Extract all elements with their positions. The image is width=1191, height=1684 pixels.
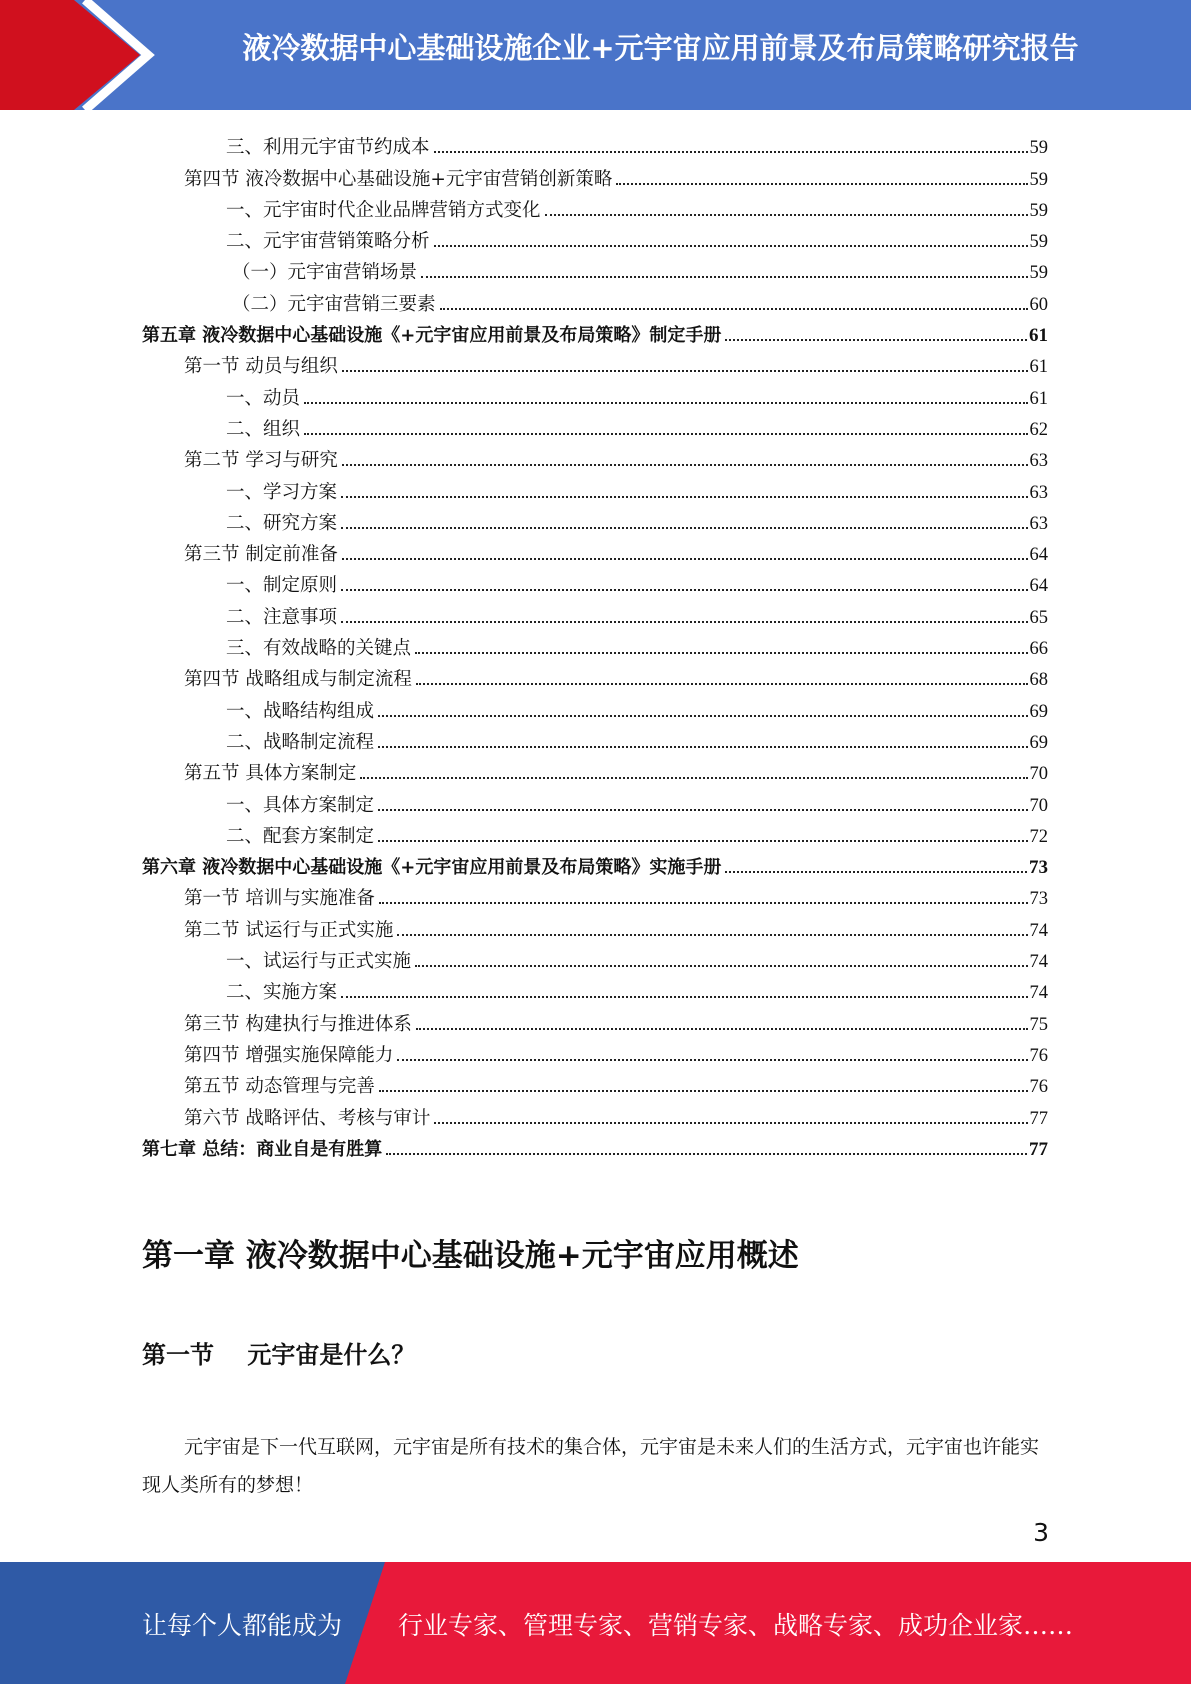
- toc-entry-page: 75: [1029, 1014, 1048, 1035]
- toc-entry-title: 二、组织: [226, 418, 301, 440]
- toc-entry[interactable]: [142, 660, 1048, 691]
- toc-entry-page: 69: [1029, 732, 1048, 753]
- toc-entry-page: 62: [1029, 419, 1048, 440]
- toc-entry[interactable]: [142, 629, 1048, 660]
- toc-entry-title: 第四节 液冷数据中心基础设施+元宇宙营销创新策略: [184, 168, 613, 190]
- toc-entry[interactable]: [142, 347, 1048, 378]
- toc-dot-leader: [304, 402, 1027, 404]
- toc-entry[interactable]: [142, 566, 1048, 597]
- toc-entry-page: 59: [1029, 200, 1048, 221]
- toc-entry[interactable]: [142, 128, 1048, 159]
- toc-entry-page: 74: [1029, 952, 1048, 973]
- toc-entry[interactable]: [142, 159, 1048, 190]
- toc-dot-leader: [378, 809, 1027, 811]
- toc-dot-leader: [416, 1028, 1028, 1030]
- toc-entry-page: 59: [1029, 138, 1048, 159]
- toc-entry-page: 64: [1029, 576, 1048, 597]
- toc-entry-page: 70: [1029, 795, 1048, 816]
- toc-entry[interactable]: [142, 1067, 1048, 1098]
- toc-entry[interactable]: [142, 410, 1048, 441]
- toc-dot-leader: [342, 370, 1028, 372]
- toc-entry[interactable]: [142, 691, 1048, 722]
- toc-entry-title: 第六章 液冷数据中心基础设施《+元宇宙应用前景及布局策略》实施手册: [142, 857, 722, 879]
- toc-dot-leader: [378, 715, 1027, 717]
- toc-entry[interactable]: [142, 472, 1048, 503]
- toc-entry-title: （一）元宇宙营销场景: [232, 262, 418, 284]
- toc-entry-title: 二、元宇宙营销策略分析: [226, 231, 430, 253]
- toc-dot-leader: [386, 1153, 1027, 1155]
- toc-dot-leader: [379, 902, 1028, 904]
- toc-entry[interactable]: [142, 848, 1048, 879]
- toc-entry[interactable]: [142, 535, 1048, 566]
- toc-entry-title: 第一节 培训与实施准备: [184, 888, 375, 910]
- toc-dot-leader: [416, 683, 1028, 685]
- toc-dot-leader: [725, 339, 1027, 341]
- toc-entry-page: 59: [1029, 263, 1048, 284]
- toc-entry-title: 第三节 制定前准备: [184, 544, 338, 566]
- toc-dot-leader: [725, 871, 1027, 873]
- toc-entry-page: 70: [1029, 764, 1048, 785]
- toc-entry-page: 61: [1029, 325, 1048, 347]
- toc-entry-page: 61: [1029, 357, 1048, 378]
- toc-dot-leader: [421, 276, 1027, 278]
- section-heading: 第一节 元宇宙是什么？: [142, 1341, 416, 1369]
- toc-dot-leader: [341, 996, 1027, 998]
- header-arrow-decoration: [0, 0, 170, 110]
- toc-entry-title: 一、具体方案制定: [226, 794, 375, 816]
- toc-entry-page: 76: [1029, 1077, 1048, 1098]
- toc-entry[interactable]: [142, 754, 1048, 785]
- toc-entry-title: 第三节 构建执行与推进体系: [184, 1013, 412, 1035]
- toc-dot-leader: [434, 1122, 1027, 1124]
- toc-dot-leader: [545, 214, 1028, 216]
- toc-entry-page: 69: [1029, 701, 1048, 722]
- page-footer: [0, 1562, 1191, 1684]
- toc-entry[interactable]: [142, 1004, 1048, 1035]
- toc-entry[interactable]: [142, 942, 1048, 973]
- toc-dot-leader: [342, 464, 1028, 466]
- toc-entry-title: 二、配套方案制定: [226, 825, 375, 847]
- toc-dot-leader: [341, 621, 1027, 623]
- toc-entry[interactable]: [142, 316, 1048, 347]
- toc-entry[interactable]: [142, 1130, 1048, 1161]
- toc-dot-leader: [397, 934, 1027, 936]
- toc-entry[interactable]: [142, 785, 1048, 816]
- toc-entry-title: 二、实施方案: [226, 982, 338, 1004]
- toc-dot-leader: [304, 433, 1027, 435]
- toc-entry-page: 63: [1029, 482, 1048, 503]
- toc-dot-leader: [415, 652, 1027, 654]
- toc-entry-page: 63: [1029, 451, 1048, 472]
- toc-entry[interactable]: [142, 191, 1048, 222]
- footer-slogan-right: 行业专家、管理专家、营销专家、战略专家、成功企业家……: [398, 1611, 1074, 1640]
- toc-dot-leader: [415, 965, 1027, 967]
- toc-entry[interactable]: [142, 597, 1048, 628]
- toc-dot-leader: [341, 496, 1027, 498]
- toc-entry-page: 72: [1029, 826, 1048, 847]
- toc-entry[interactable]: [142, 378, 1048, 409]
- toc-entry-page: 74: [1029, 920, 1048, 941]
- toc-entry-title: 二、注意事项: [226, 606, 338, 628]
- toc-entry-title: 一、动员: [226, 387, 301, 409]
- toc-dot-leader: [378, 746, 1027, 748]
- toc-entry[interactable]: [142, 1036, 1048, 1067]
- page-number: 3: [1033, 1518, 1049, 1547]
- toc-dot-leader: [379, 1090, 1028, 1092]
- toc-dot-leader: [342, 558, 1028, 560]
- toc-entry[interactable]: [142, 504, 1048, 535]
- toc-entry-title: 二、战略制定流程: [226, 731, 375, 753]
- toc-entry[interactable]: [142, 284, 1048, 315]
- toc-entry[interactable]: [142, 973, 1048, 1004]
- toc-entry-page: 74: [1029, 983, 1048, 1004]
- toc-entry-page: 63: [1029, 513, 1048, 534]
- toc-entry[interactable]: [142, 253, 1048, 284]
- chapter-heading: 第一章 液冷数据中心基础设施+元宇宙应用概述: [142, 1238, 799, 1274]
- toc-entry-title: 一、战略结构组成: [226, 700, 375, 722]
- toc-entry-page: 65: [1029, 607, 1048, 628]
- toc-entry-title: （二）元宇宙营销三要素: [232, 293, 436, 315]
- toc-entry-title: 第七章 总结：商业自是有胜算: [142, 1138, 383, 1160]
- toc-dot-leader: [616, 183, 1027, 185]
- table-of-contents: [142, 128, 1048, 1161]
- toc-entry-title: 第四节 战略组成与制定流程: [184, 669, 412, 691]
- toc-entry-title: 一、制定原则: [226, 575, 338, 597]
- toc-entry-title: 第五节 具体方案制定: [184, 763, 357, 785]
- toc-entry[interactable]: [142, 723, 1048, 754]
- toc-dot-leader: [341, 589, 1027, 591]
- toc-entry[interactable]: [142, 441, 1048, 472]
- toc-dot-leader: [397, 1059, 1027, 1061]
- toc-entry-title: 第五章 液冷数据中心基础设施《+元宇宙应用前景及布局策略》制定手册: [142, 325, 722, 347]
- toc-entry-page: 59: [1029, 232, 1048, 253]
- report-title: 液冷数据中心基础设施企业+元宇宙应用前景及布局策略研究报告: [242, 31, 1079, 65]
- toc-entry[interactable]: [142, 817, 1048, 848]
- toc-dot-leader: [434, 151, 1028, 153]
- toc-entry-title: 第二节 学习与研究: [184, 450, 338, 472]
- toc-entry-title: 三、有效战略的关键点: [226, 638, 412, 660]
- toc-entry-title: 一、试运行与正式实施: [226, 951, 412, 973]
- toc-entry-page: 60: [1029, 294, 1048, 315]
- toc-entry-page: 73: [1029, 889, 1048, 910]
- toc-dot-leader: [378, 840, 1027, 842]
- toc-entry-title: 第四节 增强实施保障能力: [184, 1044, 394, 1066]
- toc-entry-title: 第一节 动员与组织: [184, 356, 338, 378]
- toc-entry-page: 77: [1029, 1138, 1048, 1160]
- toc-entry-page: 73: [1029, 857, 1048, 879]
- toc-entry-page: 64: [1029, 545, 1048, 566]
- toc-dot-leader: [440, 308, 1028, 310]
- toc-entry-title: 二、研究方案: [226, 512, 338, 534]
- toc-entry-title: 三、利用元宇宙节约成本: [226, 137, 430, 159]
- toc-entry-title: 第五节 动态管理与完善: [184, 1076, 375, 1098]
- toc-entry[interactable]: [142, 879, 1048, 910]
- toc-entry-page: 76: [1029, 1045, 1048, 1066]
- toc-entry-title: 一、学习方案: [226, 481, 338, 503]
- toc-dot-leader: [434, 245, 1028, 247]
- toc-entry-page: 66: [1029, 639, 1048, 660]
- toc-entry-page: 77: [1029, 1108, 1048, 1129]
- toc-dot-leader: [341, 527, 1027, 529]
- toc-entry-page: 59: [1029, 169, 1048, 190]
- toc-entry-page: 68: [1029, 670, 1048, 691]
- toc-entry-page: 61: [1029, 388, 1048, 409]
- toc-entry[interactable]: [142, 222, 1048, 253]
- toc-entry-title: 一、元宇宙时代企业品牌营销方式变化: [226, 199, 541, 221]
- toc-entry[interactable]: [142, 910, 1048, 941]
- body-paragraph: 元宇宙是下一代互联网，元宇宙是所有技术的集合体，元宇宙是未来人们的生活方式，元宇宙也许能实现人类所有的梦想！: [142, 1436, 1040, 1496]
- toc-dot-leader: [360, 777, 1027, 779]
- toc-entry-title: 第二节 试运行与正式实施: [184, 919, 394, 941]
- toc-entry[interactable]: [142, 1098, 1048, 1129]
- toc-entry-title: 第六节 战略评估、考核与审计: [184, 1107, 431, 1129]
- footer-slogan-left: 让每个人都能成为: [142, 1611, 343, 1640]
- page-header: [0, 0, 1191, 110]
